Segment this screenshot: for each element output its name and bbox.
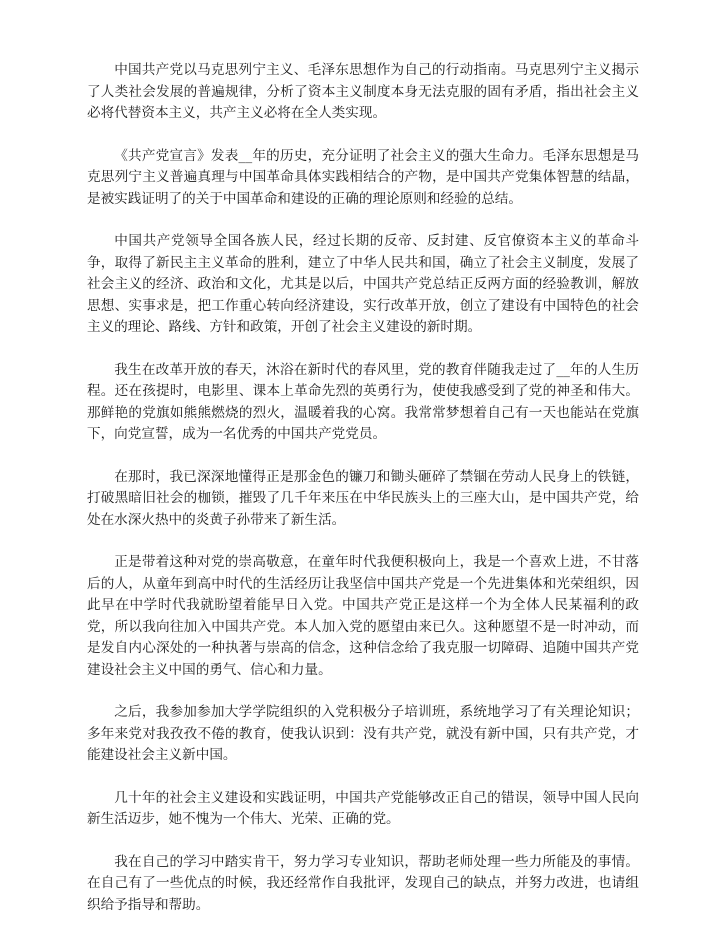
paragraph: 中国共产党以马克思列宁主义、毛泽东思想作为自己的行动指南。马克思列宁主义揭示了人类社会发展的普遍规律，分析了资本主义制度本身无法克服的固有矛盾，指出社会主义必将代替资本主义，共产主义必将在全人类实现。 xyxy=(87,62,639,121)
paragraph: 我在自己的学习中踏实肯干，努力学习专业知识，帮助老师处理一些力所能及的事情。在自己有了一些优点的时候，我还经常作自我批评，发现自己的缺点，并努力改进，也请组织给予指导和帮助。 xyxy=(87,853,639,913)
paragraph: 中国共产党领导全国各族人民，经过长期的反帝、反封建、反官僚资本主义的革命斗争，取得了新民主主义革命的胜利，建立了中华人民共和国，确立了社会主义制度，发展了社会主义的经济、政治和文化，尤其是以后，中国共产党总结正反两方面的经验教训，解放思想、实事求是，把工作重心转向经济建设，实行改革开放，创立了建设有中国特色的社会主义的理论、路线、方针和政策，开创了社会主义建设的新时期。 xyxy=(87,233,639,335)
document-body xyxy=(87,60,639,916)
paragraph: 《共产党宣言》发表__年的历史，充分证明了社会主义的强大生命力。毛泽东思想是马克思列宁主义普遍真理与中国革命具体实践相结合的产物，是中国共产党集体智慧的结晶，是被实践证明了的关于中国革命和建设的正确的理论原则和经验的总结。 xyxy=(87,147,639,207)
paragraph: 几十年的社会主义建设和实践证明，中国共产党能够改正自己的错误，领导中国人民向新生活迈步，她不愧为一个伟大、光荣、正确的党。 xyxy=(87,789,639,827)
paragraph: 我生在改革开放的春天，沐浴在新时代的春风里，党的教育伴随我走过了__年的人生历程。还在孩提时，电影里、课本上革命先烈的英勇行为，使使我感受到了党的神圣和伟大。那鲜艳的党旗如熊熊燃烧的烈火，温暖着我的心窝。我常常梦想着自己有一天也能站在党旗下，向党宣誓，成为一名优秀的中国共产党党员。 xyxy=(87,361,639,442)
paragraph: 正是带着这种对党的崇高敬意，在童年时代我便积极向上，我是一个喜欢上进，不甘落后的人，从童年到高中时代的生活经历让我坚信中国共产党是一个先进集体和光荣组织，因此早在中学时代我就盼望着能早日入党。中国共产党正是这样一个为全体人民某福利的政党，所以我向往加入中国共产党。本人加入党的愿望由来已久。这种愿望不是一时冲动，而是发自内心深处的一种执著与崇高的信念，这种信念给了我克服一切障碍、追随中国共产党建设社会主义中国的勇气、信心和力量。 xyxy=(87,554,639,678)
paragraph: 在那时，我已深深地懂得正是那金色的镰刀和锄头砸碎了禁锢在劳动人民身上的铁链，打破黑暗旧社会的枷锁，摧毁了几千年来压在中华民族头上的三座大山，是中国共产党，给处在水深火热中的炎黄子孙带来了新生活。 xyxy=(87,468,639,528)
paragraph: 之后，我参加参加大学学院组织的入党积极分子培训班，系统地学习了有关理论知识；多年来党对我孜孜不倦的教育，使我认识到：没有共产党，就没有新中国，只有共产党，才能建设社会主义新中国。 xyxy=(87,704,639,763)
